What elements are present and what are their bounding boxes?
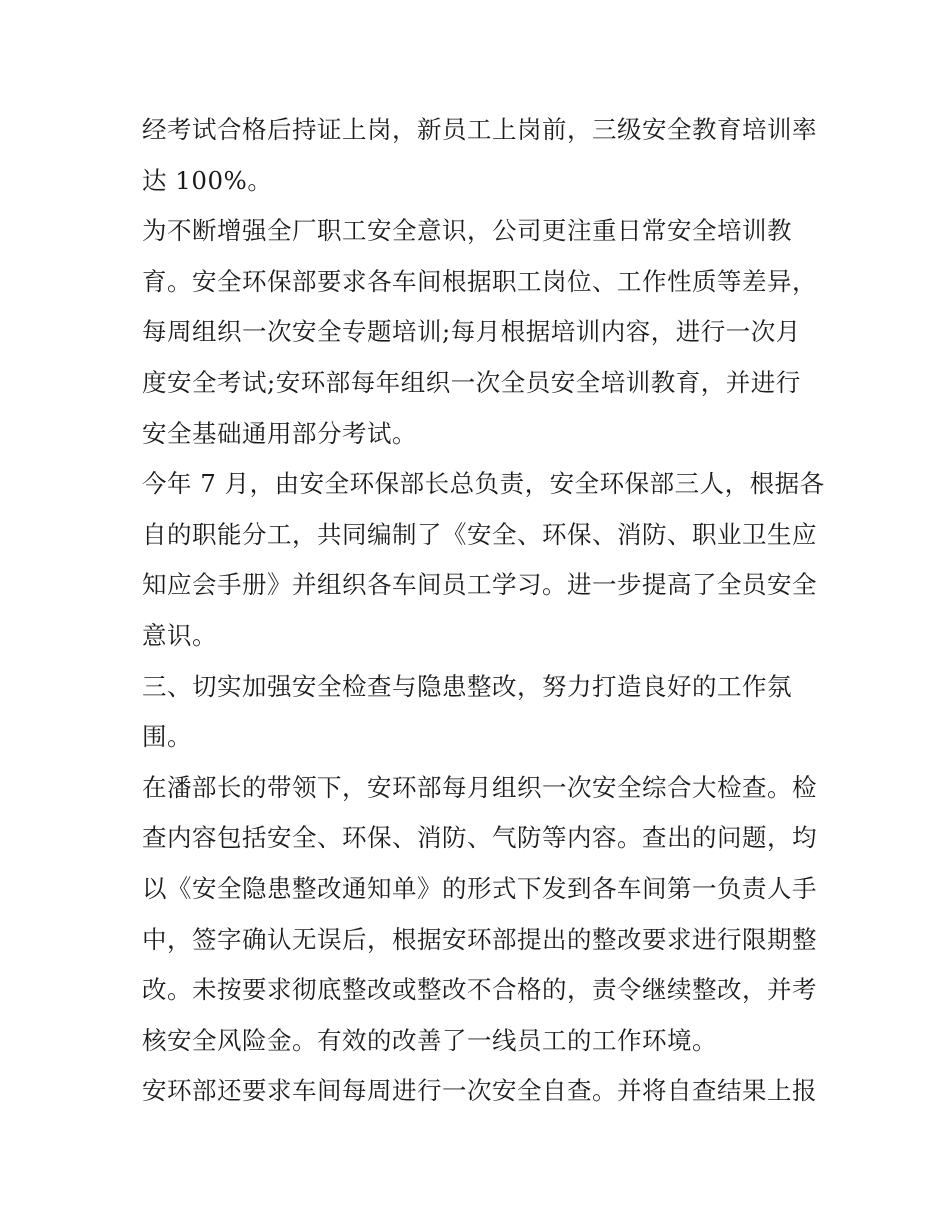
text-line-19: 核安全风险金。有效的改善了一线员工的工作环境。 — [142, 1025, 717, 1055]
text-line-4: 育。安全环保部要求各车间根据职工岗位、工作性质等差异， — [142, 266, 817, 296]
text-line-6: 度安全考试;安环部每年组织一次全员安全培训教育，并进行 — [142, 367, 801, 397]
text-line-7: 安全基础通用部分考试。 — [142, 418, 417, 448]
text-line-20: 安环部还要求车间每周进行一次安全自查。并将自查结果上报 — [142, 1076, 817, 1106]
text-line-2: 达 100%。 — [142, 165, 273, 195]
section-heading-line-2: 围。 — [142, 722, 192, 752]
text-line-8: 今年 7 月，由安全环保部长总负责，安全环保部三人，根据各 — [142, 469, 825, 499]
text-line-17: 中，签字确认无误后，根据安环部提出的整改要求进行限期整 — [142, 924, 817, 954]
text-line-14: 在潘部长的带领下，安环部每月组织一次安全综合大检查。检 — [142, 772, 817, 802]
text-line-16: 以《安全隐患整改通知单》的形式下发到各车间第一负责人手 — [142, 873, 817, 903]
text-line-3: 为不断增强全厂职工安全意识，公司更注重日常安全培训教 — [142, 216, 792, 246]
section-heading-line-1: 三、切实加强安全检查与隐患整改，努力打造良好的工作氛 — [142, 671, 792, 701]
document-body — [142, 105, 825, 1117]
text-line-5: 每周组织一次安全专题培训;每月根据培训内容，进行一次月 — [142, 317, 801, 347]
text-line-1: 经考试合格后持证上岗，新员工上岗前，三级安全教育培训率 — [142, 115, 817, 144]
text-line-18: 改。未按要求彻底整改或整改不合格的，责令继续整改，并考 — [142, 975, 817, 1005]
text-line-10: 知应会手册》并组织各车间员工学习。进一步提高了全员安全 — [142, 570, 817, 600]
text-line-9: 自的职能分工，共同编制了《安全、环保、消防、职业卫生应 — [142, 519, 817, 549]
text-line-15: 查内容包括安全、环保、消防、气防等内容。查出的问题，均 — [142, 823, 817, 853]
text-line-11: 意识。 — [142, 620, 217, 650]
